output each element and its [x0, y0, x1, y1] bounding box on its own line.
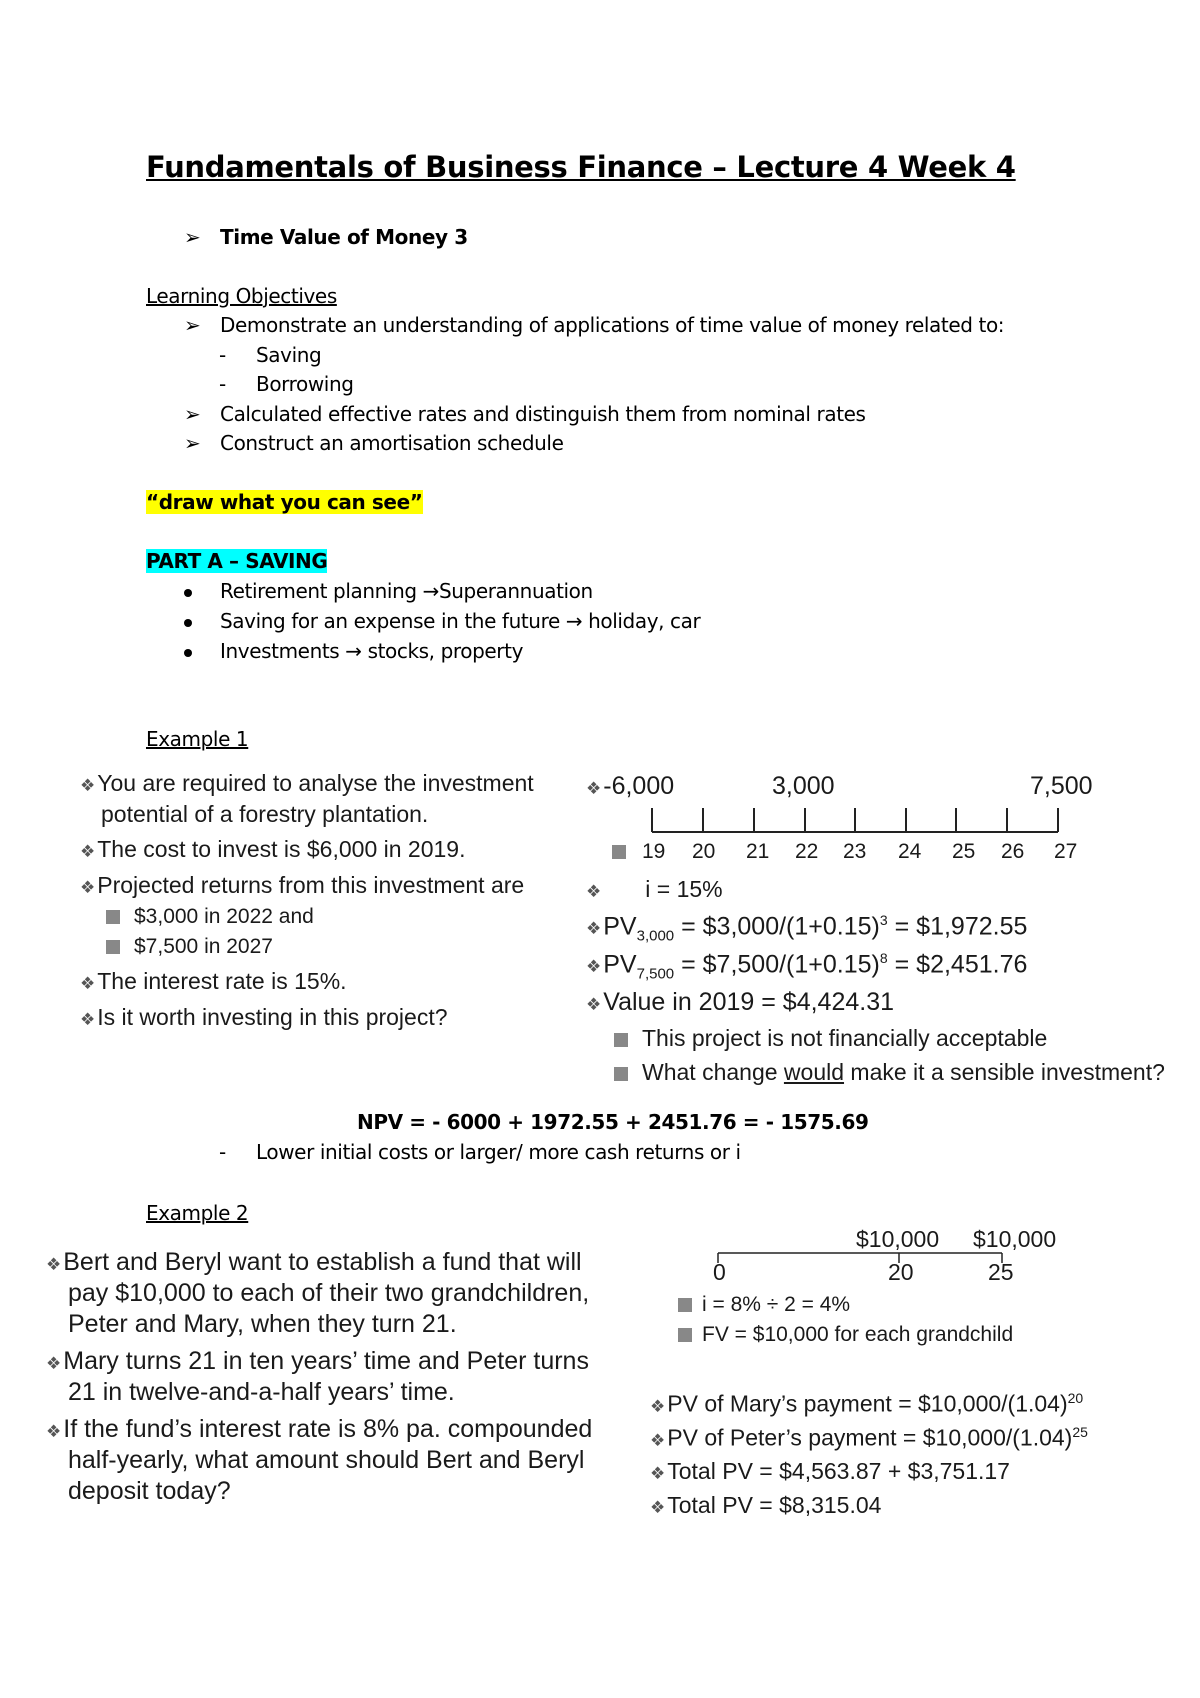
interest-rate-line: ❖ i = 15% — [586, 876, 723, 902]
diamond-bullet-icon: ❖ — [650, 1498, 666, 1517]
dash-bullet: - — [219, 343, 226, 367]
year-label: 27 — [1054, 840, 1078, 863]
example2-text-line: Peter and Mary, when they turn 21. — [68, 1310, 457, 1338]
example2-text-line: pay $10,000 to each of their two grandchildren, — [68, 1279, 590, 1307]
arrowhead-bullet-icon: ➢ — [184, 431, 201, 455]
diamond-bullet-icon: ❖ — [80, 878, 96, 897]
year-label: 25 — [952, 840, 976, 863]
diamond-bullet-icon: ❖ — [80, 974, 96, 993]
example1-heading: Example 1 — [146, 727, 249, 751]
diamond-bullet-icon: ❖ — [46, 1422, 62, 1441]
highlighted-quote: “draw what you can see” — [146, 490, 423, 514]
bullet-dot-icon — [184, 649, 192, 657]
diamond-bullet-icon: ❖ — [586, 779, 602, 798]
year-label: 19 — [642, 840, 666, 863]
square-bullet-icon — [678, 1328, 692, 1342]
example1-text-line: ❖The interest rate is 15%. — [80, 968, 347, 994]
bullet-dot-icon — [184, 619, 192, 627]
diamond-bullet-icon: ❖ — [80, 776, 96, 795]
period-label: 0 — [713, 1259, 726, 1285]
example1-text-line: ❖The cost to invest is $6,000 in 2019. — [80, 836, 466, 862]
topic-line — [184, 225, 468, 249]
example2-timeline — [712, 1250, 1012, 1264]
example1-sub-line: $7,500 in 2027 — [106, 935, 273, 959]
diamond-bullet-icon: ❖ — [80, 1010, 96, 1029]
total-pv-line: ❖Total PV = $4,563.87 + $3,751.17 — [650, 1458, 1010, 1484]
year-label: 26 — [1001, 840, 1025, 863]
diamond-bullet-icon: ❖ — [586, 957, 602, 977]
part-a-bullet: Investments → stocks, property — [184, 639, 523, 663]
example2-text-line: ❖Mary turns 21 in ten years’ time and Peter turns — [46, 1347, 589, 1375]
example1-timeline — [640, 804, 1070, 834]
timeline-years — [612, 840, 1082, 864]
bullet-dot-icon — [184, 589, 192, 597]
example1-text-line: potential of a forestry plantation. — [101, 801, 429, 827]
npv-result: NPV = - 6000 + 1972.55 + 2451.76 = - 1575.69 — [357, 1110, 869, 1134]
diamond-bullet-icon: ❖ — [46, 1255, 62, 1274]
example1-note: What change would make it a sensible investment? — [614, 1059, 1165, 1086]
part-a-heading: PART A – SAVING — [146, 549, 328, 573]
arrowhead-bullet-icon: ➢ — [184, 313, 201, 337]
year-label: 22 — [795, 840, 819, 863]
objective-item: ➢ Construct an amortisation schedule — [184, 431, 564, 455]
timeline-amount: $10,000 — [973, 1226, 1057, 1252]
dash-bullet: - — [219, 372, 226, 396]
square-bullet-icon — [678, 1298, 692, 1312]
example2-heading: Example 2 — [146, 1201, 249, 1225]
example1-sub-line: $3,000 in 2022 and — [106, 905, 314, 929]
example2-text-line: half-yearly, what amount should Bert and Beryl — [68, 1446, 585, 1474]
diamond-bullet-icon: ❖ — [46, 1354, 62, 1373]
example2-fv: FV = $10,000 for each grandchild — [678, 1323, 1013, 1347]
diamond-bullet-icon: ❖ — [586, 882, 602, 901]
year-label: 24 — [898, 840, 922, 863]
period-label: 20 — [888, 1259, 914, 1285]
example1-text-line: ❖Projected returns from this investment are — [80, 872, 525, 898]
example2-text-line: deposit today? — [68, 1477, 231, 1505]
timeline-value: ❖-6,000 — [586, 772, 675, 800]
pv-calculation: $❖PV_{7,500}$ = $\$7,500/(1+0.15)^8$ = $2,451.76 — [586, 950, 1028, 983]
diamond-bullet-icon: ❖ — [80, 842, 96, 861]
page-title: Fundamentals of Business Finance – Lecture 4 Week 4 — [146, 150, 1016, 184]
example1-text-line: ❖Is it worth investing in this project? — [80, 1004, 448, 1030]
total-pv-line: ❖Total PV = $8,315.04 — [650, 1492, 882, 1518]
year-label: 23 — [843, 840, 867, 863]
example2-text-line: 21 in twelve-and-a-half years’ time. — [68, 1378, 455, 1406]
diamond-bullet-icon: ❖ — [650, 1430, 666, 1450]
dash-bullet: - — [219, 1140, 226, 1164]
square-bullet-icon — [614, 1033, 628, 1047]
square-bullet-icon — [106, 940, 120, 954]
part-a-bullet: Retirement planning →Superannuation — [184, 579, 593, 603]
objective-item: ➢ Demonstrate an understanding of applications of time value of money related to: — [184, 313, 1005, 337]
objective-item: ➢ Calculated effective rates and distinguish them from nominal rates — [184, 402, 866, 426]
npv-note: - Lower initial costs or larger/ more cash returns or i — [219, 1140, 741, 1164]
square-bullet-icon — [612, 845, 626, 859]
arrowhead-bullet-icon: ➢ — [184, 402, 201, 426]
diamond-bullet-icon: ❖ — [586, 919, 602, 939]
part-a-bullet: Saving for an expense in the future → holiday, car — [184, 609, 700, 633]
example2-rate: i = 8% ÷ 2 = 4% — [678, 1293, 850, 1317]
objective-sub-item: - Saving — [219, 343, 322, 367]
pv-calculation: $❖PV_{3,000}$ = $\$3,000/(1+0.15)^3$ = $1,972.55 — [586, 912, 1028, 945]
square-bullet-icon — [106, 910, 120, 924]
example2-text-line: ❖Bert and Beryl want to establish a fund that will — [46, 1248, 582, 1276]
objective-sub-item: - Borrowing — [219, 372, 354, 396]
diamond-bullet-icon: ❖ — [586, 995, 602, 1014]
timeline-amount: $10,000 — [856, 1226, 940, 1252]
pv-peter: ❖PV of Peter’s payment = $\$10,000/(1.04)^{25}$ — [650, 1424, 1088, 1451]
example1-note: This project is not financially acceptable — [614, 1025, 1047, 1052]
example2-text-line: ❖If the fund’s interest rate is 8% pa. compounded — [46, 1415, 593, 1443]
year-label: 20 — [692, 840, 716, 863]
timeline-value: 3,000 — [772, 772, 835, 800]
year-label: 21 — [746, 840, 770, 863]
arrowhead-bullet-icon: ➢ — [184, 225, 201, 249]
topic-text: Time Value of Money 3 — [220, 225, 468, 249]
pv-mary: ❖PV of Mary’s payment = $\$10,000/(1.04)^{20}$ — [650, 1390, 1084, 1417]
diamond-bullet-icon: ❖ — [650, 1396, 666, 1416]
example1-text-line: ❖You are required to analyse the investment — [80, 770, 534, 796]
learning-objectives-heading: Learning Objectives — [146, 284, 337, 308]
timeline-value: 7,500 — [1030, 772, 1093, 800]
period-label: 25 — [988, 1259, 1014, 1285]
square-bullet-icon — [614, 1067, 628, 1081]
diamond-bullet-icon: ❖ — [650, 1464, 666, 1483]
value-in-2019: ❖Value in 2019 = $4,424.31 — [586, 988, 895, 1016]
